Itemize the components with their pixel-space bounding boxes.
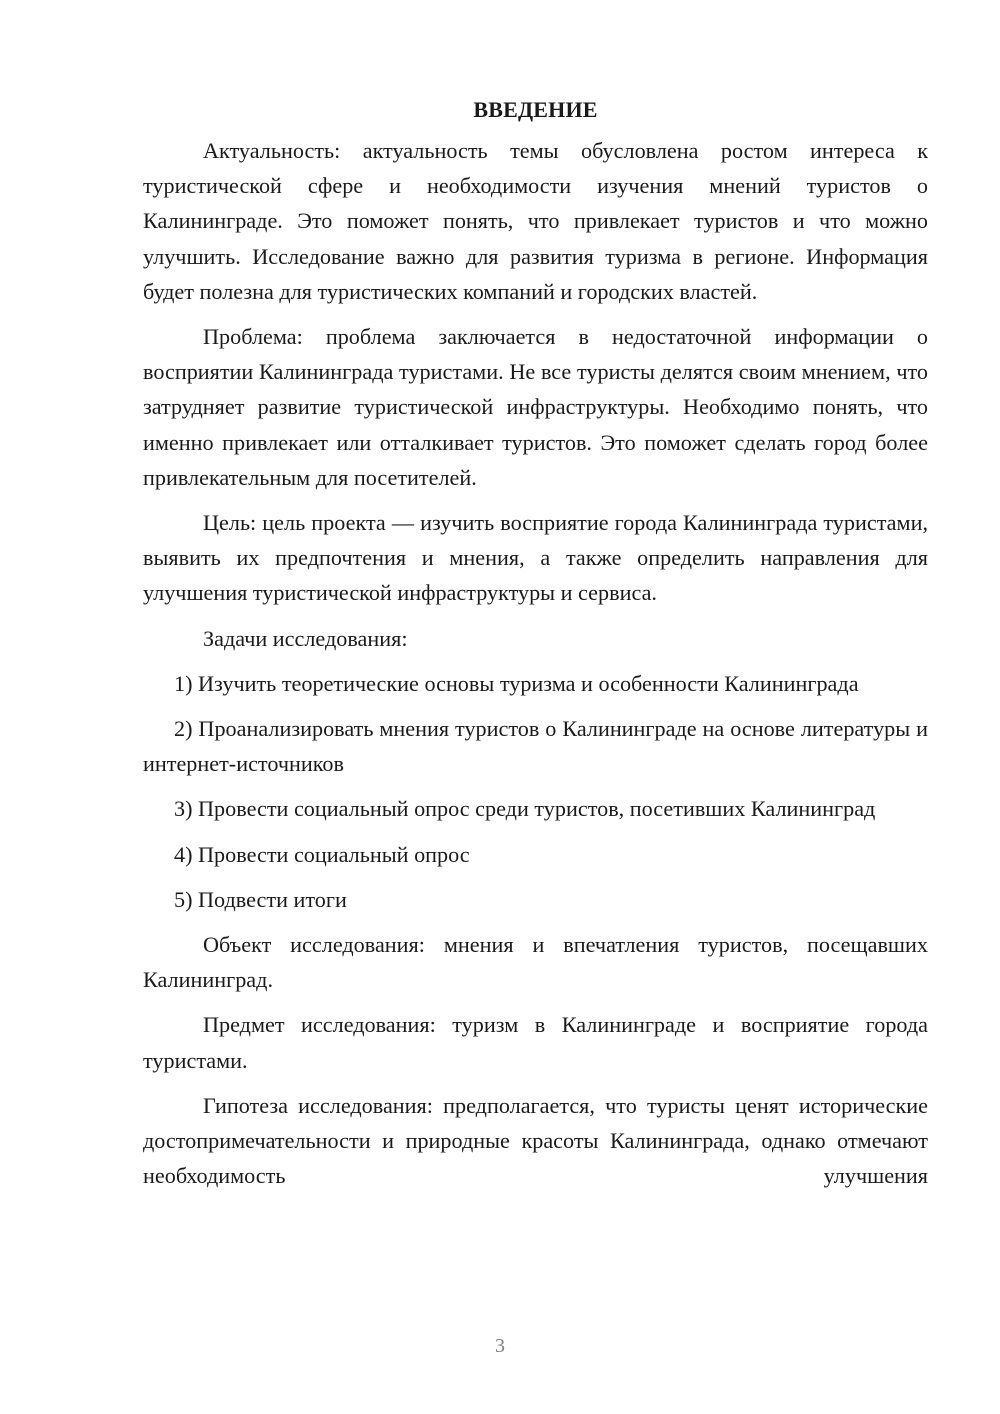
paragraph-relevance: Актуальность: актуальность темы обусловлена ростом интереса к туристической сфере и необходимости изучения мнений туристов о Калининграде. Это поможет понять, что привлекает туристов и что можно улучшить. Исследование важно для развития туризма в регионе. Информация будет полезна для туристических компаний и городских властей. (143, 138, 928, 304)
paragraph-hypothesis: Гипотеза исследования: предполагается, что туристы ценят исторические достопримечательности и природные красоты Калининграда, однако отмечают необходимость улучшения (143, 1092, 928, 1189)
paragraph-goal: Цель: цель проекта — изучить восприятие города Калининграда туристами, выявить их предпочтения и мнения, а также определить направления для улучшения туристической инфраструктуры и сервиса. (143, 510, 928, 606)
task-item: 2) Проанализировать мнения туристов о Калининграде на основе литературы и интернет-источников (143, 716, 928, 777)
tasks-list (143, 666, 928, 917)
task-item: 3) Провести социальный опрос среди туристов, посетивших Калининград (174, 796, 876, 822)
paragraph-subject: Предмет исследования: туризм в Калининграде и восприятие города туристами. (143, 1012, 928, 1073)
tasks-heading: Задачи исследования: (203, 625, 408, 651)
task-item: 4) Провести социальный опрос (174, 841, 470, 867)
task-item: 1) Изучить теоретические основы туризма и особенности Калининграда (174, 670, 859, 696)
page-title: ВВЕДЕНИЕ (473, 97, 598, 122)
paragraph-object: Объект исследования: мнения и впечатления туристов, посещавших Калининград. (143, 932, 928, 993)
page-content (143, 92, 928, 1193)
paragraph-problem: Проблема: проблема заключается в недостаточной информации о восприятии Калининграда туристами. Не все туристы делятся своим мнением, что затрудняет развитие туристической инфраструктуры. Необходимо понять, что именно привлекает или отталкивает туристов. Это поможет сделать город более привлекательным для посетителей. (143, 324, 928, 490)
task-item: 5) Подвести итоги (174, 886, 347, 912)
page-number: 3 (495, 1335, 505, 1357)
